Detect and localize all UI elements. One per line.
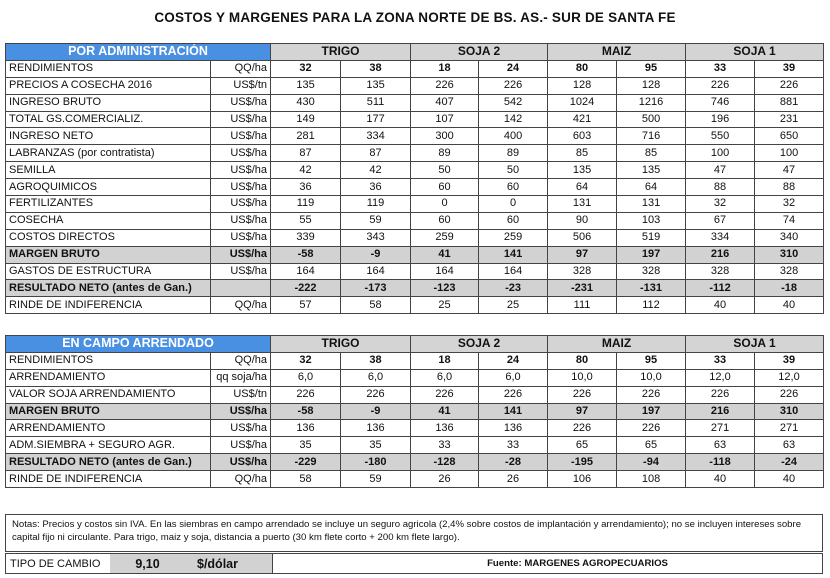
row-value: 226 <box>479 77 548 94</box>
row-value: 59 <box>341 471 411 488</box>
row-value: 231 <box>755 111 824 128</box>
table-row <box>6 162 824 179</box>
row-label: RESULTADO NETO (antes de Gan.) <box>6 454 211 471</box>
admin-crop-header: TRIGO <box>271 44 411 61</box>
row-value: 39 <box>755 60 824 77</box>
row-value: 80 <box>548 352 617 369</box>
table-row <box>6 229 824 246</box>
admin-crop-header: SOJA 2 <box>411 44 548 61</box>
row-value: -229 <box>271 454 341 471</box>
row-unit: qq soja/ha <box>211 369 271 386</box>
row-unit: US$/ha <box>211 162 271 179</box>
row-value: 38 <box>341 60 411 77</box>
row-value: 33 <box>686 60 755 77</box>
row-value: 128 <box>548 77 617 94</box>
arrend-header-row <box>6 336 824 353</box>
row-value: 35 <box>271 437 341 454</box>
row-value: 32 <box>755 196 824 213</box>
row-value: 50 <box>411 162 479 179</box>
row-unit: US$/ha <box>211 263 271 280</box>
row-value: 142 <box>479 111 548 128</box>
row-value: 0 <box>411 196 479 213</box>
table-row <box>6 111 824 128</box>
admin-crop-header: MAIZ <box>548 44 686 61</box>
row-value: -112 <box>686 280 755 297</box>
row-value: 10,0 <box>548 369 617 386</box>
row-value: 164 <box>479 263 548 280</box>
row-value: 63 <box>755 437 824 454</box>
row-label: VALOR SOJA ARRENDAMIENTO <box>6 386 211 403</box>
row-value: -231 <box>548 280 617 297</box>
row-value: 519 <box>617 229 686 246</box>
row-unit: US$/ha <box>211 420 271 437</box>
row-value: 141 <box>479 403 548 420</box>
row-value: 226 <box>686 77 755 94</box>
row-value: 328 <box>755 263 824 280</box>
row-value: 36 <box>271 179 341 196</box>
row-label: ARRENDAMIENTO <box>6 369 211 386</box>
table-row <box>6 60 824 77</box>
row-value: 506 <box>548 229 617 246</box>
row-value: 119 <box>271 196 341 213</box>
row-value: 88 <box>755 179 824 196</box>
row-value: 430 <box>271 94 341 111</box>
table-row <box>6 196 824 213</box>
row-label: PRECIOS A COSECHA 2016 <box>6 77 211 94</box>
row-value: 226 <box>341 386 411 403</box>
row-label: RENDIMIENTOS <box>6 60 211 77</box>
row-value: 33 <box>686 352 755 369</box>
table-row <box>6 454 824 471</box>
row-value: 41 <box>411 246 479 263</box>
row-unit: US$/ha <box>211 94 271 111</box>
row-label: ADM.SIEMBRA + SEGURO AGR. <box>6 437 211 454</box>
admin-table <box>5 43 824 314</box>
row-value: 64 <box>617 179 686 196</box>
arrend-table <box>5 335 824 488</box>
table-row <box>6 212 824 229</box>
row-value: 164 <box>271 263 341 280</box>
row-value: 95 <box>617 352 686 369</box>
row-value: 107 <box>411 111 479 128</box>
row-value: 26 <box>411 471 479 488</box>
table-row <box>6 386 824 403</box>
arrend-crop-header: SOJA 2 <box>411 336 548 353</box>
row-unit: US$/ha <box>211 403 271 420</box>
row-unit: US$/tn <box>211 386 271 403</box>
row-value: 60 <box>411 179 479 196</box>
row-value: 226 <box>617 386 686 403</box>
row-value: 111 <box>548 297 617 314</box>
row-value: 42 <box>341 162 411 179</box>
row-unit: QQ/ha <box>211 297 271 314</box>
row-value: 40 <box>755 471 824 488</box>
row-unit: US$/ha <box>211 212 271 229</box>
row-unit: US$/ha <box>211 128 271 145</box>
row-value: 90 <box>548 212 617 229</box>
admin-section-title: POR ADMINISTRACIÓN <box>6 44 271 61</box>
row-value: 310 <box>755 246 824 263</box>
row-value: 25 <box>411 297 479 314</box>
notes-box: Notas: Precios y costos sin IVA. En las siembras en campo arrendado se incluye un seguro agricola (2,4% sobre costos de implantación y arrendamiento); no se incluyen intereses sobre capital fijo ni circulante. Para trigo, maiz y soja, distancia a puerto (30 km flete corto + 200 km flete largo). <box>5 514 823 552</box>
row-value: 55 <box>271 212 341 229</box>
row-value: 271 <box>686 420 755 437</box>
row-value: 259 <box>411 229 479 246</box>
row-value: 50 <box>479 162 548 179</box>
exchange-rate-label: TIPO DE CAMBIO <box>10 557 101 570</box>
row-value: 35 <box>341 437 411 454</box>
row-value: -131 <box>617 280 686 297</box>
arrend-crop-header: MAIZ <box>548 336 686 353</box>
row-value: 226 <box>411 77 479 94</box>
row-value: 550 <box>686 128 755 145</box>
row-value: 177 <box>341 111 411 128</box>
row-unit: US$/ha <box>211 179 271 196</box>
row-value: 26 <box>479 471 548 488</box>
row-value: 60 <box>479 212 548 229</box>
table-row <box>6 352 824 369</box>
table-row <box>6 403 824 420</box>
row-value: 511 <box>341 94 411 111</box>
row-value: 216 <box>686 403 755 420</box>
row-value: -222 <box>271 280 341 297</box>
row-value: 57 <box>271 297 341 314</box>
row-value: 343 <box>341 229 411 246</box>
row-unit: US$/ha <box>211 454 271 471</box>
row-value: 36 <box>341 179 411 196</box>
row-value: 226 <box>617 420 686 437</box>
row-unit: QQ/ha <box>211 471 271 488</box>
row-unit: US$/ha <box>211 437 271 454</box>
row-value: 100 <box>686 145 755 162</box>
row-value: 1216 <box>617 94 686 111</box>
row-value: 18 <box>411 352 479 369</box>
row-value: -18 <box>755 280 824 297</box>
row-unit: US$/ha <box>211 196 271 213</box>
row-value: -23 <box>479 280 548 297</box>
row-value: 65 <box>617 437 686 454</box>
row-value: 271 <box>755 420 824 437</box>
row-label: RINDE DE INDIFERENCIA <box>6 297 211 314</box>
row-value: 33 <box>479 437 548 454</box>
row-value: 328 <box>548 263 617 280</box>
row-value: 100 <box>755 145 824 162</box>
row-value: -58 <box>271 403 341 420</box>
row-unit: US$/ha <box>211 229 271 246</box>
row-label: SEMILLA <box>6 162 211 179</box>
row-value: 24 <box>479 352 548 369</box>
row-value: 39 <box>755 352 824 369</box>
row-unit: US$/ha <box>211 145 271 162</box>
table-row <box>6 145 824 162</box>
row-value: 197 <box>617 246 686 263</box>
footer-bar <box>5 553 823 574</box>
row-value: 216 <box>686 246 755 263</box>
row-value: 259 <box>479 229 548 246</box>
row-value: 106 <box>548 471 617 488</box>
row-value: 131 <box>617 196 686 213</box>
row-value: 58 <box>341 297 411 314</box>
exchange-rate-value: 9,10 <box>110 554 185 573</box>
row-value: 6,0 <box>271 369 341 386</box>
row-value: 89 <box>411 145 479 162</box>
row-value: -24 <box>755 454 824 471</box>
row-value: 650 <box>755 128 824 145</box>
row-unit: QQ/ha <box>211 352 271 369</box>
row-label: GASTOS DE ESTRUCTURA <box>6 263 211 280</box>
arrend-section-title: EN CAMPO ARRENDADO <box>6 336 271 353</box>
row-value: 40 <box>686 471 755 488</box>
row-value: 136 <box>479 420 548 437</box>
row-value: 136 <box>411 420 479 437</box>
row-value: 6,0 <box>341 369 411 386</box>
row-label: MARGEN BRUTO <box>6 246 211 263</box>
row-value: 67 <box>686 212 755 229</box>
row-unit: QQ/ha <box>211 60 271 77</box>
row-value: 141 <box>479 246 548 263</box>
row-value: 74 <box>755 212 824 229</box>
row-value: 716 <box>617 128 686 145</box>
row-value: 103 <box>617 212 686 229</box>
row-value: 340 <box>755 229 824 246</box>
row-value: 226 <box>755 386 824 403</box>
row-label: ARRENDAMIENTO <box>6 420 211 437</box>
row-value: 40 <box>755 297 824 314</box>
row-value: 119 <box>341 196 411 213</box>
row-value: 38 <box>341 352 411 369</box>
row-value: 24 <box>479 60 548 77</box>
row-value: 25 <box>479 297 548 314</box>
row-value: -94 <box>617 454 686 471</box>
row-label: TOTAL GS.COMERCIALIZ. <box>6 111 211 128</box>
row-value: -173 <box>341 280 411 297</box>
row-value: 64 <box>548 179 617 196</box>
row-value: 400 <box>479 128 548 145</box>
row-value: 10,0 <box>617 369 686 386</box>
row-value: -9 <box>341 403 411 420</box>
row-value: 746 <box>686 94 755 111</box>
row-value: 80 <box>548 60 617 77</box>
row-value: 421 <box>548 111 617 128</box>
row-value: 87 <box>341 145 411 162</box>
row-label: RESULTADO NETO (antes de Gan.) <box>6 280 211 297</box>
row-value: 85 <box>548 145 617 162</box>
row-value: 12,0 <box>686 369 755 386</box>
row-value: 603 <box>548 128 617 145</box>
row-value: 328 <box>686 263 755 280</box>
row-value: -118 <box>686 454 755 471</box>
row-value: 60 <box>479 179 548 196</box>
row-label: LABRANZAS (por contratista) <box>6 145 211 162</box>
table-row <box>6 369 824 386</box>
row-value: 881 <box>755 94 824 111</box>
table-row <box>6 263 824 280</box>
row-value: 500 <box>617 111 686 128</box>
row-value: 196 <box>686 111 755 128</box>
row-value: 136 <box>271 420 341 437</box>
row-value: 95 <box>617 60 686 77</box>
row-value: 149 <box>271 111 341 128</box>
row-value: 63 <box>686 437 755 454</box>
row-value: 18 <box>411 60 479 77</box>
row-value: 42 <box>271 162 341 179</box>
row-value: 108 <box>617 471 686 488</box>
row-value: 128 <box>617 77 686 94</box>
table-row <box>6 437 824 454</box>
row-label: RENDIMIENTOS <box>6 352 211 369</box>
row-value: 32 <box>271 60 341 77</box>
row-value: 164 <box>341 263 411 280</box>
table-row <box>6 246 824 263</box>
row-value: -9 <box>341 246 411 263</box>
row-value: 334 <box>341 128 411 145</box>
row-value: -28 <box>479 454 548 471</box>
row-value: 47 <box>686 162 755 179</box>
row-value: 32 <box>271 352 341 369</box>
arrend-crop-header: TRIGO <box>271 336 411 353</box>
table-row <box>6 297 824 314</box>
row-value: 32 <box>686 196 755 213</box>
row-unit: US$/ha <box>211 246 271 263</box>
row-value: 300 <box>411 128 479 145</box>
row-value: 41 <box>411 403 479 420</box>
row-value: 6,0 <box>411 369 479 386</box>
row-value: 226 <box>755 77 824 94</box>
row-value: 131 <box>548 196 617 213</box>
row-value: 135 <box>271 77 341 94</box>
row-value: 88 <box>686 179 755 196</box>
row-unit: US$/ha <box>211 111 271 128</box>
row-value: -128 <box>411 454 479 471</box>
row-value: 339 <box>271 229 341 246</box>
row-value: 226 <box>411 386 479 403</box>
row-value: 97 <box>548 403 617 420</box>
row-value: 226 <box>686 386 755 403</box>
row-value: 85 <box>617 145 686 162</box>
row-value: -195 <box>548 454 617 471</box>
table-row <box>6 471 824 488</box>
table-row <box>6 280 824 297</box>
row-value: 135 <box>617 162 686 179</box>
row-value: 334 <box>686 229 755 246</box>
row-value: 60 <box>411 212 479 229</box>
arrend-crop-header: SOJA 1 <box>686 336 824 353</box>
row-label: COSECHA <box>6 212 211 229</box>
row-value: 40 <box>686 297 755 314</box>
row-value: 226 <box>548 386 617 403</box>
admin-header-row <box>6 44 824 61</box>
row-value: -180 <box>341 454 411 471</box>
page-title: COSTOS Y MARGENES PARA LA ZONA NORTE DE BS. AS.- SUR DE SANTA FE <box>154 10 676 25</box>
row-value: 310 <box>755 403 824 420</box>
row-value: -58 <box>271 246 341 263</box>
row-value: 328 <box>617 263 686 280</box>
row-label: INGRESO NETO <box>6 128 211 145</box>
table-row <box>6 179 824 196</box>
row-value: 65 <box>548 437 617 454</box>
row-value: 97 <box>548 246 617 263</box>
row-value: 1024 <box>548 94 617 111</box>
row-label: INGRESO BRUTO <box>6 94 211 111</box>
row-value: 407 <box>411 94 479 111</box>
row-value: -123 <box>411 280 479 297</box>
row-value: 58 <box>271 471 341 488</box>
row-value: 0 <box>479 196 548 213</box>
table-row <box>6 94 824 111</box>
table-row <box>6 77 824 94</box>
row-label: AGROQUIMICOS <box>6 179 211 196</box>
row-value: 164 <box>411 263 479 280</box>
source-label: Fuente: MARGENES AGROPECUARIOS <box>487 558 668 569</box>
exchange-rate-unit: $/dólar <box>185 554 273 573</box>
row-value: 6,0 <box>479 369 548 386</box>
row-value: 226 <box>271 386 341 403</box>
row-label: FERTILIZANTES <box>6 196 211 213</box>
row-value: 226 <box>479 386 548 403</box>
row-value: 226 <box>548 420 617 437</box>
row-value: 12,0 <box>755 369 824 386</box>
row-value: 47 <box>755 162 824 179</box>
row-value: 135 <box>341 77 411 94</box>
table-row <box>6 420 824 437</box>
row-value: 87 <box>271 145 341 162</box>
row-value: 89 <box>479 145 548 162</box>
row-value: 281 <box>271 128 341 145</box>
row-value: 135 <box>548 162 617 179</box>
row-value: 136 <box>341 420 411 437</box>
row-label: MARGEN BRUTO <box>6 403 211 420</box>
row-value: 542 <box>479 94 548 111</box>
admin-crop-header: SOJA 1 <box>686 44 824 61</box>
row-label: COSTOS DIRECTOS <box>6 229 211 246</box>
row-value: 59 <box>341 212 411 229</box>
row-unit: US$/tn <box>211 77 271 94</box>
row-value: 33 <box>411 437 479 454</box>
row-value: 112 <box>617 297 686 314</box>
row-label: RINDE DE INDIFERENCIA <box>6 471 211 488</box>
table-row <box>6 128 824 145</box>
row-value: 197 <box>617 403 686 420</box>
row-unit <box>211 280 271 297</box>
